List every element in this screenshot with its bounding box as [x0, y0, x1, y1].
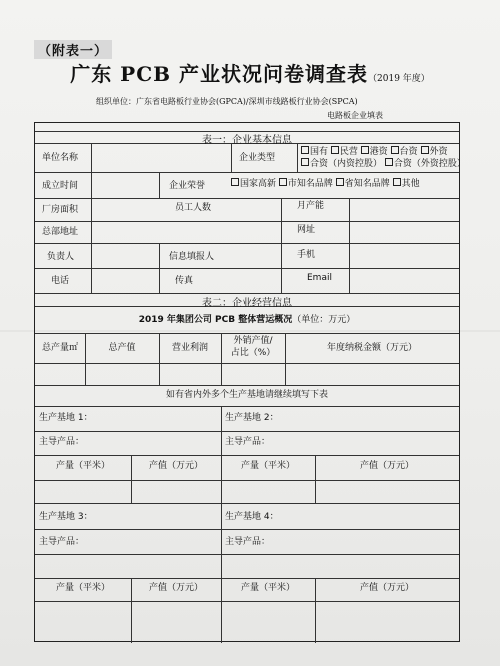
- checkbox-icon[interactable]: [361, 146, 369, 154]
- label-val-2: 产值（万元）: [359, 461, 414, 471]
- year-note: （2019 年度）: [368, 74, 430, 84]
- label-qty-2: 产量（平米）: [240, 461, 295, 471]
- label-val-4: 产值（万元）: [359, 583, 414, 593]
- col-total-area: 总产量㎡: [41, 343, 78, 353]
- checkbox-icon[interactable]: [421, 146, 429, 154]
- label-website: 网址: [297, 225, 316, 235]
- company-type-row2[interactable]: 合资（内资控股） 合资（外资控股）: [301, 158, 466, 170]
- label-mobile: 手机: [297, 250, 316, 260]
- label-base-1: 生产基地 1：: [39, 413, 93, 423]
- checkbox-icon[interactable]: [301, 158, 309, 166]
- col-export-ratio: 占比（%）: [230, 348, 276, 358]
- label-company-type: 企业类型: [239, 153, 276, 163]
- label-main-product-3: 主导产品：: [39, 537, 85, 547]
- section1-title: 表一：企业基本信息: [202, 135, 292, 146]
- checkbox-icon[interactable]: [231, 178, 239, 186]
- label-main-product-4: 主导产品：: [225, 537, 271, 547]
- label-main-product-1: 主导产品：: [39, 437, 85, 447]
- honor-options[interactable]: 国家高新 市知名品牌 省知名品牌 其他: [231, 178, 420, 190]
- checkbox-icon[interactable]: [393, 178, 401, 186]
- section2-title: 表二：企业经营信息: [202, 298, 292, 309]
- checkbox-icon[interactable]: [391, 146, 399, 154]
- col-total-value: 总产值: [108, 343, 136, 353]
- label-main-product-2: 主导产品：: [225, 437, 271, 447]
- label-email: Email: [307, 273, 332, 283]
- section2-subtitle: 2019 年集团公司 PCB 整体营运概况（单位：万元）: [138, 315, 356, 325]
- checkbox-icon[interactable]: [385, 158, 393, 166]
- checkbox-icon[interactable]: [279, 178, 287, 186]
- col-export-value: 外销产值/: [233, 336, 273, 346]
- checkbox-icon[interactable]: [331, 146, 339, 154]
- checkbox-icon[interactable]: [301, 146, 309, 154]
- organizer-line: 组织单位：广东省电路板行业协会(GPCA)/深圳市线路板行业协会(SPCA): [96, 97, 358, 106]
- label-founded: 成立时间: [42, 181, 79, 191]
- label-plant-area: 厂房面积: [42, 205, 79, 215]
- label-val-1: 产值（万元）: [148, 461, 203, 471]
- form-title: [60, 58, 440, 87]
- form-table: [34, 122, 466, 642]
- label-base-4: 生产基地 4：: [225, 512, 279, 522]
- label-qty-4: 产量（平米）: [240, 583, 295, 593]
- label-qty-3: 产量（平米）: [55, 583, 110, 593]
- label-qty-1: 产量（平米）: [55, 461, 110, 471]
- col-operating-profit: 营业利润: [171, 343, 208, 353]
- label-fax: 传真: [175, 276, 194, 286]
- label-base-2: 生产基地 2：: [225, 413, 279, 423]
- title-text: 广东 PCB 产业状况问卷调查表: [70, 62, 369, 86]
- label-base-3: 生产基地 3：: [39, 512, 93, 522]
- col-annual-tax: 年度纳税金额（万元）: [326, 343, 417, 353]
- label-honors: 企业荣誉: [169, 181, 206, 191]
- label-info-filler: 信息填报人: [169, 252, 215, 262]
- label-company-name: 单位名称: [42, 153, 79, 163]
- bases-note: 如有省内外多个生产基地请继续填写下表: [165, 390, 328, 400]
- filler-note: 电路板企业填表: [327, 111, 383, 120]
- label-phone: 电话: [51, 276, 70, 286]
- label-monthly-capacity: 月产能: [297, 201, 325, 211]
- company-type-row1[interactable]: 国有 民营 港资 台资 外资: [301, 146, 448, 158]
- label-employees: 员工人数: [175, 203, 212, 213]
- label-val-3: 产值（万元）: [148, 583, 203, 593]
- checkbox-icon[interactable]: [336, 178, 344, 186]
- annex-label: （附表一）: [34, 40, 112, 59]
- label-hq-address: 总部地址: [42, 227, 79, 237]
- label-contact: 负责人: [47, 252, 75, 262]
